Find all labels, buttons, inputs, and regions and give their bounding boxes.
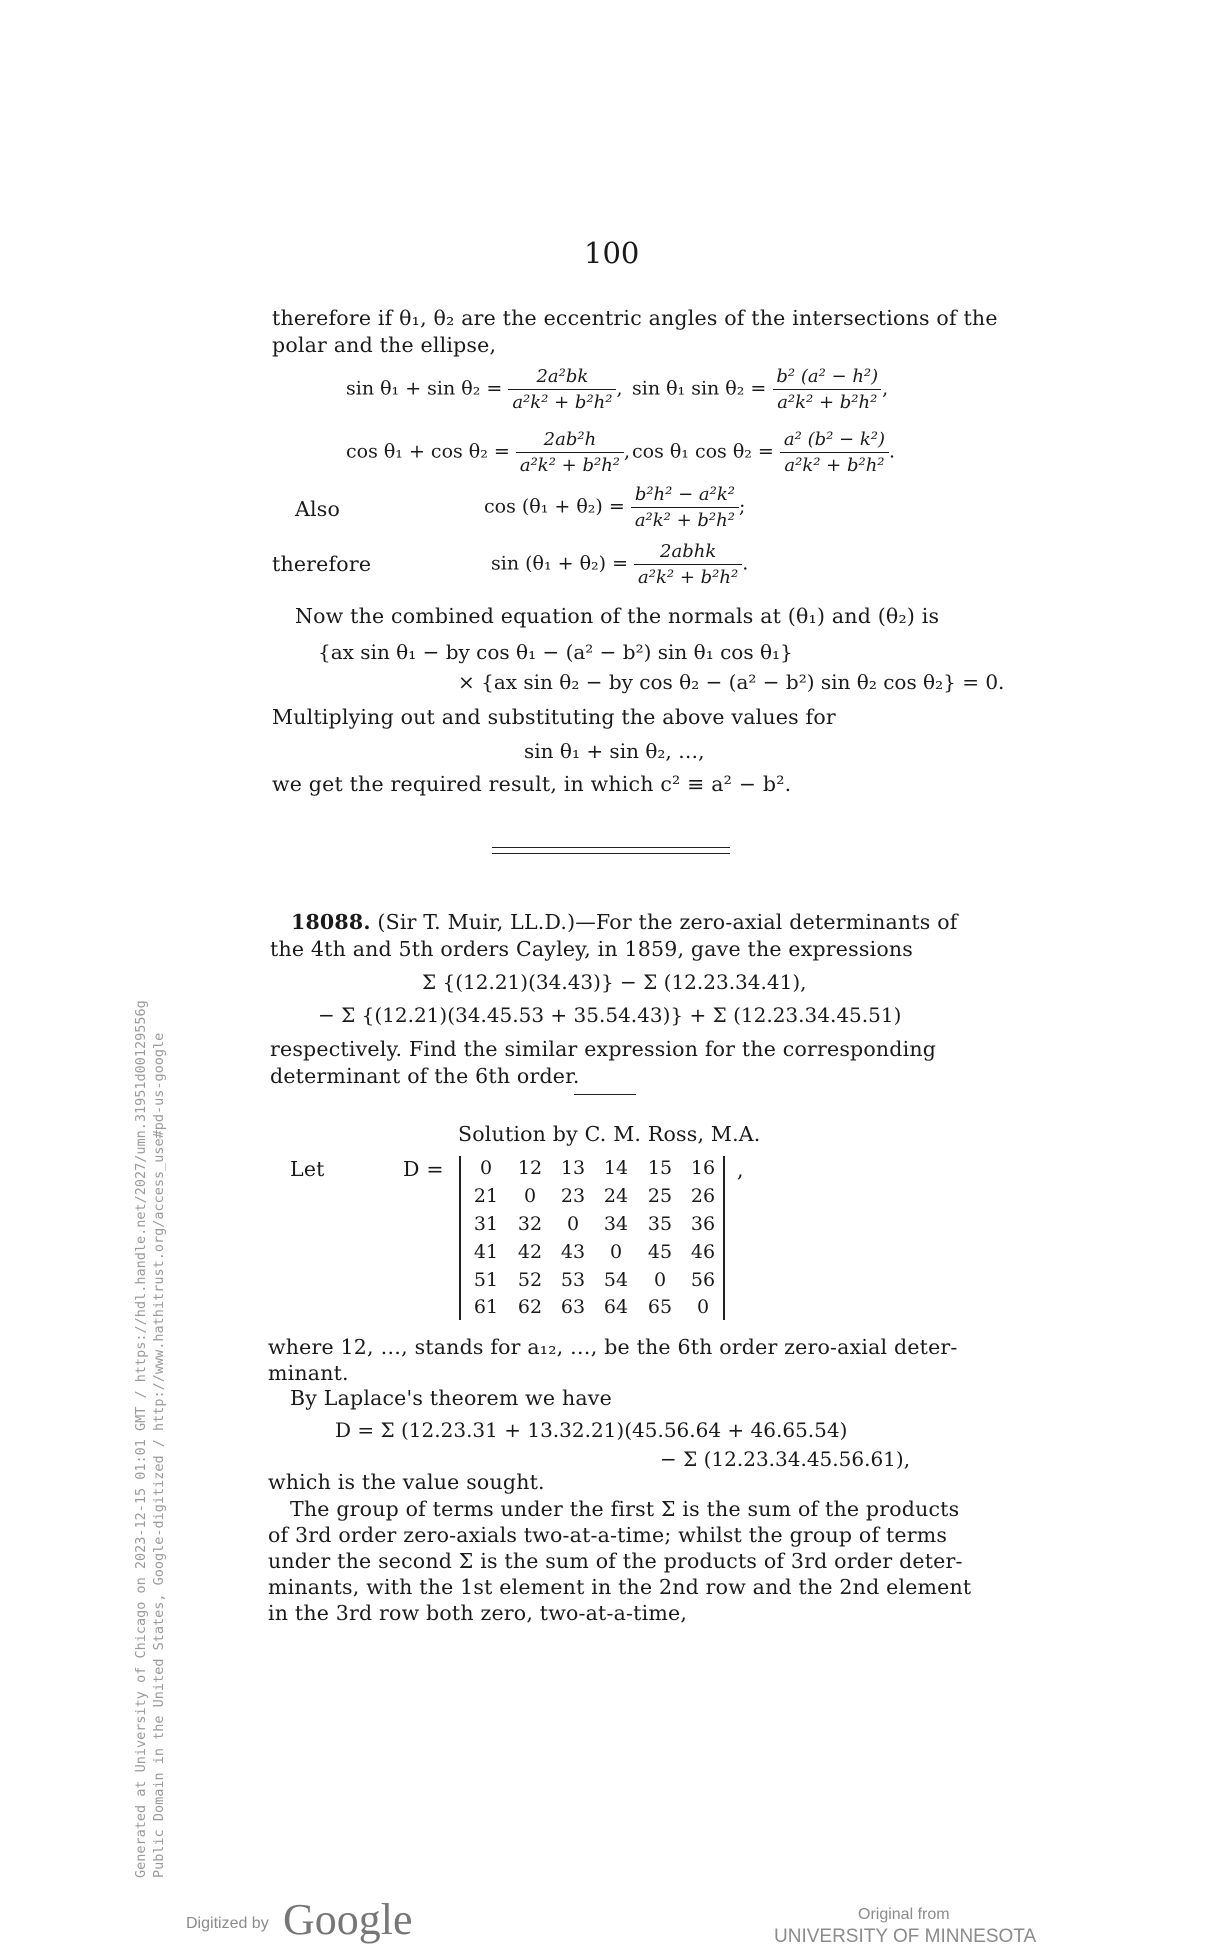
fraction-numerator: 2a²bk xyxy=(536,366,589,387)
matrix-cell: 0 xyxy=(609,1241,623,1263)
fraction xyxy=(508,366,616,413)
equation-lhs: sin (θ₁ + θ₂) = xyxy=(491,552,628,575)
matrix-cell: 45 xyxy=(647,1241,673,1263)
watermark-line: Generated at University of Chicago on 2023-12-15 01:01 GMT / https://hdl.handle.net/2027/umn.31951d00129556g xyxy=(133,1000,149,1878)
fraction xyxy=(780,429,889,476)
fraction-numerator: 2abhk xyxy=(660,541,717,562)
paragraph-line: Multiplying out and substituting the above values for xyxy=(272,705,836,729)
problem-line: the 4th and 5th orders Cayley, in 1859, gave the expressions xyxy=(270,937,914,961)
solution-heading: Solution by C. M. Ross, M.A. xyxy=(458,1122,761,1146)
paragraph-line: we get the required result, in which c² ≡ a² − b². xyxy=(272,772,792,796)
watermark-line: Public Domain in the United States, Google-digitized / http://www.hathitrust.org/access_use#pd-us-google xyxy=(151,1032,167,1878)
matrix-cell: 12 xyxy=(517,1157,543,1179)
paragraph-line: The group of terms under the first Σ is the sum of the products xyxy=(290,1497,960,1521)
fraction-denominator: a²k² + b²h² xyxy=(516,452,624,476)
equation-lhs: cos θ₁ + cos θ₂ = xyxy=(346,440,510,463)
fraction xyxy=(634,541,742,588)
determinant-bar-left xyxy=(459,1156,461,1320)
fraction xyxy=(631,484,739,531)
section-divider xyxy=(492,847,730,848)
matrix-cell: 51 xyxy=(473,1269,499,1291)
equation-cos-product: cos θ₁ cos θ₂ = $\frac{\text{a² (b² − k²)}}{\text{a²k² + b²h²}}$ . xyxy=(632,429,896,476)
matrix-cell: 42 xyxy=(517,1241,543,1263)
section-divider xyxy=(492,853,730,854)
matrix-cell: 0 xyxy=(479,1157,493,1179)
equation-sin-product: sin θ₁ sin θ₂ = $\frac{\text{b² (a² − h²)}}{\text{a²k² + b²h²}}$ , xyxy=(632,366,889,413)
matrix-cell: 52 xyxy=(517,1269,543,1291)
matrix-cell: 36 xyxy=(690,1213,716,1235)
equation-lhs: cos (θ₁ + θ₂) = xyxy=(484,495,625,518)
matrix-cell: 0 xyxy=(523,1185,537,1207)
therefore-label: therefore xyxy=(272,552,372,576)
digitized-by-label: Digitized by xyxy=(186,1915,269,1932)
cayley-expression-5th: − Σ {(12.21)(34.45.53 + 35.54.43)} + Σ (12.23.34.45.51) xyxy=(318,1003,902,1027)
fraction-denominator: a²k² + b²h² xyxy=(773,389,881,413)
paragraph-line: minant. xyxy=(268,1361,349,1385)
paragraph-line: therefore if θ₁, θ₂ are the eccentric angles of the intersections of the xyxy=(272,306,998,330)
matrix-cell: 46 xyxy=(690,1241,716,1263)
paragraph-line: where 12, …, stands for a₁₂, …, be the 6th order zero-axial deter- xyxy=(268,1335,958,1359)
problem-line: respectively. Find the similar expression for the corresponding xyxy=(270,1037,937,1061)
short-divider xyxy=(574,1094,636,1095)
fraction-numerator: b² (a² − h²) xyxy=(776,366,879,387)
sum-expression: sin θ₁ + sin θ₂, …, xyxy=(524,739,705,763)
matrix-cell: 65 xyxy=(647,1296,673,1318)
matrix-cell: 31 xyxy=(473,1213,499,1235)
let-label: Let xyxy=(290,1157,325,1181)
matrix-cell: 64 xyxy=(603,1296,629,1318)
matrix-cell: 16 xyxy=(690,1157,716,1179)
equation-cos-sum: cos θ₁ + cos θ₂ = $\frac{\text{2ab²h}}{\text{a²k² + b²h²}}$ , xyxy=(346,429,631,476)
normals-equation-line: {ax sin θ₁ − by cos θ₁ − (a² − b²) sin θ₁ cos θ₁} xyxy=(318,640,793,664)
fraction-numerator: 2ab²h xyxy=(543,429,597,450)
determinant-label: D = xyxy=(403,1157,444,1181)
determinant-comma: , xyxy=(737,1158,744,1182)
equation-sin-sum: sin θ₁ + sin θ₂ = $\frac{\text{2a²bk}}{\text{a²k² + b²h²}}$ , xyxy=(346,366,623,413)
university-label: UNIVERSITY OF MINNESOTA xyxy=(774,1926,1037,1947)
matrix-cell: 56 xyxy=(690,1269,716,1291)
matrix-cell: 26 xyxy=(690,1185,716,1207)
equation-lhs: sin θ₁ + sin θ₂ = xyxy=(346,377,503,400)
matrix-cell: 34 xyxy=(603,1213,629,1235)
matrix-cell: 61 xyxy=(473,1296,499,1318)
also-label: Also xyxy=(295,497,341,521)
matrix-cell: 43 xyxy=(560,1241,586,1263)
matrix-cell: 53 xyxy=(560,1269,586,1291)
fraction-denominator: a²k² + b²h² xyxy=(508,389,616,413)
matrix-cell: 13 xyxy=(560,1157,586,1179)
matrix-cell: 0 xyxy=(653,1269,667,1291)
fraction-denominator: a²k² + b²h² xyxy=(780,452,888,476)
problem-text: (Sir T. Muir, LL.D.)—For the zero-axial determinants of xyxy=(377,910,958,934)
original-from-label: Original from xyxy=(858,1906,950,1923)
paragraph-line: which is the value sought. xyxy=(268,1470,545,1494)
hathitrust-watermark xyxy=(132,878,168,1878)
matrix-cell: 54 xyxy=(603,1269,629,1291)
fraction xyxy=(516,429,624,476)
matrix-cell: 0 xyxy=(566,1213,580,1235)
paragraph-line: By Laplace's theorem we have xyxy=(290,1386,612,1410)
equation-lhs: cos θ₁ cos θ₂ = xyxy=(632,440,774,463)
matrix-cell: 41 xyxy=(473,1241,499,1263)
matrix-cell: 62 xyxy=(517,1296,543,1318)
fraction-numerator: a² (b² − k²) xyxy=(783,429,886,450)
problem-line xyxy=(291,910,958,934)
paragraph-line: polar and the ellipse, xyxy=(272,333,497,357)
matrix-cell: 24 xyxy=(603,1185,629,1207)
normals-equation-line: × {ax sin θ₂ − by cos θ₂ − (a² − b²) sin θ₂ cos θ₂} = 0. xyxy=(458,670,1005,694)
matrix-cell: 32 xyxy=(517,1213,543,1235)
determinant-bar-right xyxy=(723,1156,725,1320)
paragraph-line: under the second Σ is the sum of the products of 3rd order deter- xyxy=(268,1549,963,1573)
laplace-expression: D = Σ (12.23.31 + 13.32.21)(45.56.64 + 46.65.54) xyxy=(335,1418,848,1442)
matrix-cell: 15 xyxy=(647,1157,673,1179)
equation-lhs: sin θ₁ sin θ₂ = xyxy=(632,377,767,400)
matrix-cell: 21 xyxy=(473,1185,499,1207)
matrix-cell: 14 xyxy=(603,1157,629,1179)
google-logo: Google xyxy=(283,1895,413,1944)
fraction xyxy=(772,366,882,413)
fraction-denominator: a²k² + b²h² xyxy=(634,564,742,588)
paragraph-line: minants, with the 1st element in the 2nd row and the 2nd element xyxy=(268,1575,972,1599)
fraction-denominator: a²k² + b²h² xyxy=(631,507,739,531)
matrix-cell: 0 xyxy=(696,1296,710,1318)
matrix-cell: 23 xyxy=(560,1185,586,1207)
matrix-cell: 35 xyxy=(647,1213,673,1235)
cayley-expression-4th: Σ {(12.21)(34.43)} − Σ (12.23.34.41), xyxy=(422,970,807,994)
equation-sin-angle-sum: sin (θ₁ + θ₂) = $\frac{\text{2abhk}}{\text{a²k² + b²h²}}$ . xyxy=(491,541,749,588)
paragraph-line: in the 3rd row both zero, two-at-a-time, xyxy=(268,1601,688,1625)
fraction-numerator: b²h² − a²k² xyxy=(634,484,735,505)
laplace-expression: − Σ (12.23.34.45.56.61), xyxy=(660,1447,911,1471)
equation-cos-angle-sum: cos (θ₁ + θ₂) = $\frac{\text{b²h² − a²k²}}{\text{a²k² + b²h²}}$ ; xyxy=(484,484,746,531)
paragraph-line: of 3rd order zero-axials two-at-a-time; whilst the group of terms xyxy=(268,1523,948,1547)
page-number: 100 xyxy=(584,236,640,270)
problem-number: 18088. xyxy=(291,910,371,934)
matrix-cell: 63 xyxy=(560,1296,586,1318)
paragraph-line: Now the combined equation of the normals at (θ₁) and (θ₂) is xyxy=(295,604,940,628)
matrix-cell: 25 xyxy=(647,1185,673,1207)
problem-line: determinant of the 6th order. xyxy=(270,1064,580,1088)
